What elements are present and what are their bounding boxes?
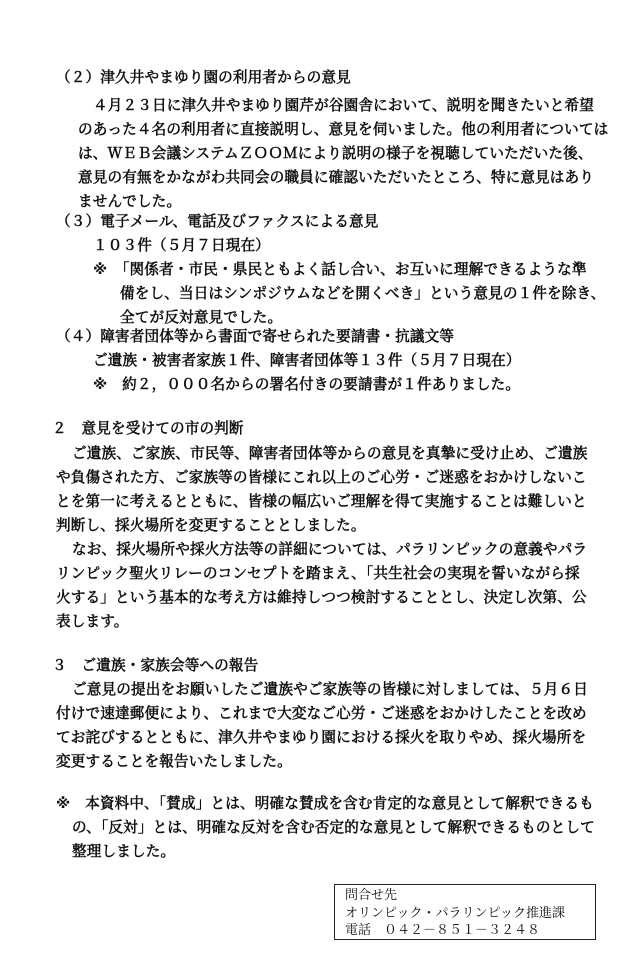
section-4-note: ※ 約２，０００名からの署名付きの要請書が１件ありました。 bbox=[93, 376, 521, 393]
section-3-heading: （３）電子メール、電話及びファクスによる意見 bbox=[56, 213, 379, 230]
part-2-para1-line: や負傷された方、ご家族等の皆様にこれ以上のご心労・ご迷惑をおかけしないこ bbox=[56, 469, 587, 486]
part-2-para2-line: 表します。 bbox=[56, 613, 129, 630]
footnote-line: ※ 本資料中、「賛成」とは、明確な賛成を含む肯定的な意見として解釈できるも bbox=[56, 795, 594, 812]
footnote-line: 整理しました。 bbox=[72, 843, 176, 860]
section-2-heading: （２）津久井やまゆり園の利用者からの意見 bbox=[56, 69, 351, 86]
section-3-note-line: 全てが反対意見でした。 bbox=[120, 309, 283, 326]
section-2-line: のあった４名の利用者に直接説明し、意見を伺いました。他の利用者については bbox=[78, 121, 609, 138]
part-3-line: ご意見の提出をお願いしたご遺族やご家族等の皆様に対しましては、５月６日 bbox=[72, 681, 589, 698]
part-3-line: 変更することを報告いたしました。 bbox=[56, 753, 292, 770]
contact-label: 問合せ先 bbox=[345, 888, 398, 903]
contact-box bbox=[334, 884, 596, 940]
section-3-note-line: 備をし、当日はシンポジウムなどを開くべき」という意見の１件を除き、 bbox=[120, 285, 606, 302]
contact-phone: 電話 ０４２－８５１－３２４８ bbox=[345, 923, 541, 938]
part-3-line: てお詫びするとともに、津久井やまゆり園における採火を取りやめ、採火場所を bbox=[56, 729, 587, 746]
part-2-para2-line: なお、採火場所や採火方法等の詳細については、パラリンピックの意義やパラ bbox=[72, 541, 588, 558]
section-3-count: １０３件（５月７日現在） bbox=[93, 237, 270, 254]
part-2-para1-line: 判断し、採火場所を変更することとしました。 bbox=[56, 517, 366, 534]
part-2-para1-line: ご遺族、ご家族、市民等、障害者団体等からの意見を真摯に受け止め、ご遺族 bbox=[72, 445, 588, 462]
part-2-heading: ２ 意見を受けての市の判断 bbox=[52, 420, 244, 437]
footnote-line: の、「反対」とは、明確な反対を含む否定的な意見として解釈できるものとして bbox=[72, 819, 595, 836]
section-4-heading: （４）障害者団体等から書面で寄せられた要請書・抗議文等 bbox=[56, 328, 455, 345]
section-4-count: ご遺族・被害者家族１件、障害者団体等１３件（５月７日現在） bbox=[93, 352, 521, 369]
section-2-line: 意見の有無をかながわ共同会の職員に確認いただいたところ、特に意見はあり bbox=[78, 169, 595, 186]
section-2-line: ませんでした。 bbox=[78, 193, 182, 210]
part-3-heading: ３ ご遺族・家族会等への報告 bbox=[52, 657, 259, 674]
contact-department: オリンピック・パラリンピック推進課 bbox=[345, 905, 565, 921]
section-3-note-line: ※ 「関係者・市民・県民ともよく話し合い、お互いに理解できるような準 bbox=[93, 261, 587, 278]
part-2-para2-line: 火する」という基本的な考え方は維持しつつ検討することとし、決定し次第、公 bbox=[56, 589, 587, 606]
part-2-para1-line: とを第一に考えるとともに、皆様の幅広いご理解を得て実施することは難しいと bbox=[56, 493, 587, 510]
section-2-line: ４月２３日に津久井やまゆり園芹が谷園舎において、説明を聞きたいと希望 bbox=[93, 97, 594, 114]
part-3-line: 付けで速達郵便により、これまで大変なご心労・ご迷惑をおかけしたことを改め bbox=[56, 705, 587, 722]
part-2-para2-line: リンピック聖火リレーのコンセプトを踏まえ、「共生社会の実現を誓いながら採 bbox=[56, 565, 580, 582]
section-2-line: は、ＷＥＢ会議システムＺＯＯＭにより説明の様子を視聴していただいた後、 bbox=[78, 145, 593, 162]
